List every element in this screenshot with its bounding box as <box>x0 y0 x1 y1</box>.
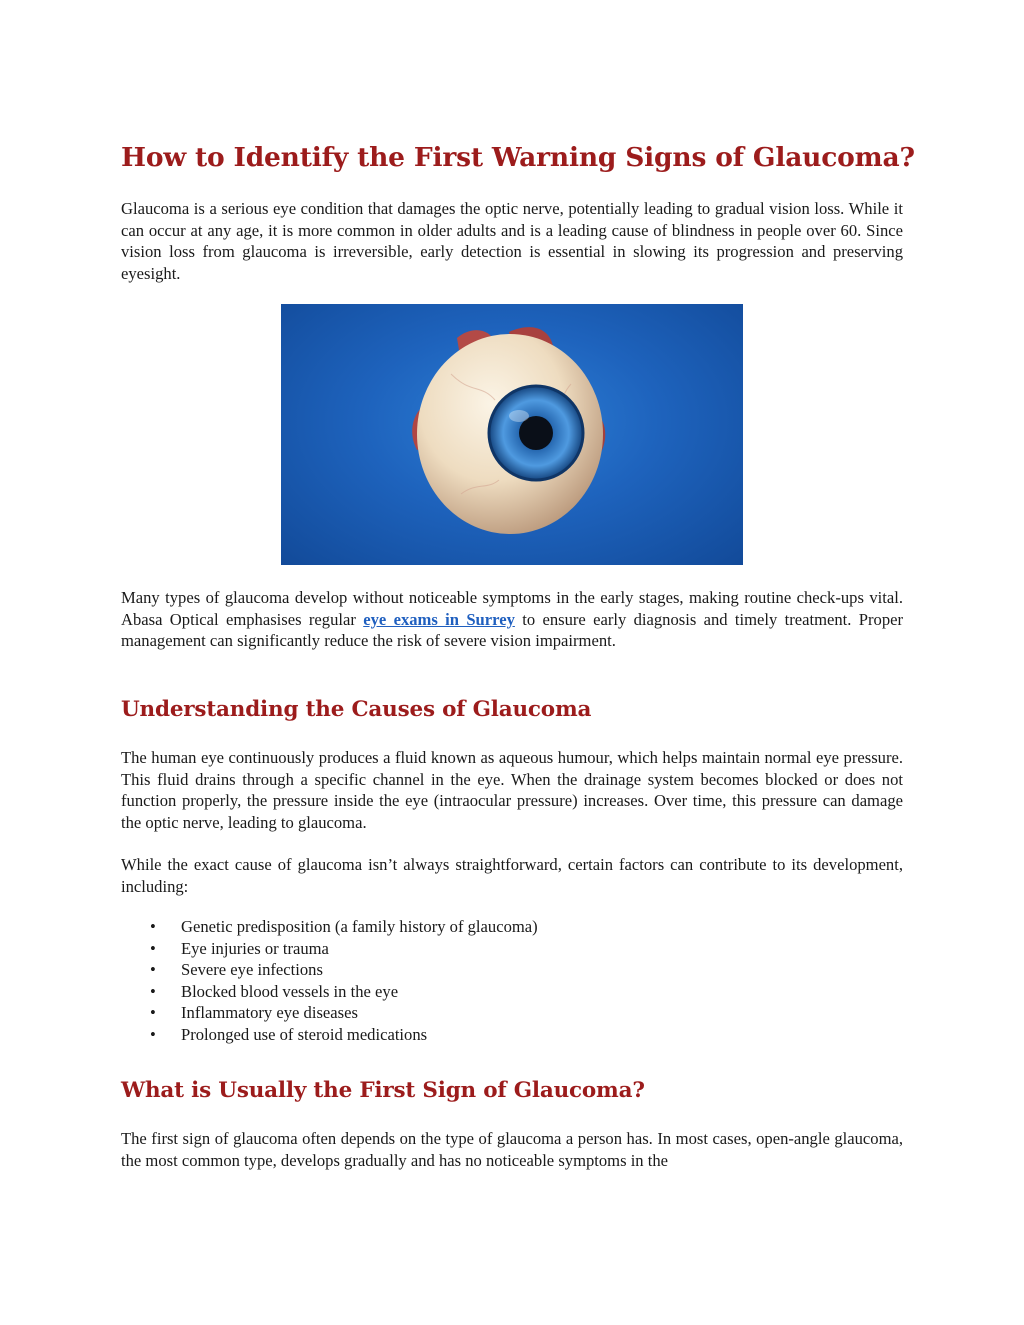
list-item: • Prolonged use of steroid medications <box>150 1024 428 1044</box>
risk-factors-list <box>121 916 538 1045</box>
checkup-paragraph: Many types of glaucoma develop without noticeable symptoms in the early stages, making routine check-ups vital. Abasa Optical emphasises regular eye exams in Surrey to ensure early diagnosis and timely treatment. Proper management can significantly reduce the risk of severe vision impairment. <box>121 588 904 651</box>
page-title: How to Identify the First Warning Signs of Glaucoma? <box>121 142 915 173</box>
list-item: • Blocked blood vessels in the eye <box>150 981 399 1001</box>
list-item: • Inflammatory eye diseases <box>150 1003 358 1022</box>
eyeball-illustration <box>281 304 743 565</box>
bullet-icon: • <box>150 1024 156 1044</box>
intro-paragraph: Glaucoma is a serious eye condition that damages the optic nerve, potentially leading to gradual vision loss. While it can occur at any age, it is more common in older adults and is a leading cause of blindness in people over 60. Since vision loss from glaucoma is irreversible, early detection is essential in slowing its progression and preserving eyesight. <box>121 199 903 283</box>
section-heading-first-sign: What is Usually the First Sign of Glaucoma? <box>121 1078 645 1103</box>
bullet-icon: • <box>150 1003 156 1022</box>
eye-exams-link[interactable]: eye exams in Surrey <box>363 609 515 629</box>
causes-paragraph: The human eye continuously produces a fluid known as aqueous humour, which helps maintain normal eye pressure. This fluid drains through a specific channel in the eye. When the drainage system becomes blocked or does not function properly, the pressure inside the eye (intraocular pressure) increases. Over time, this pressure can damage the optic nerve, leading to glaucoma. <box>121 748 903 832</box>
list-item: • Genetic predisposition (a family history of glaucoma) <box>150 917 538 936</box>
eyeball-icon <box>281 304 743 565</box>
bullet-icon: • <box>150 938 156 958</box>
section-heading-causes: Understanding the Causes of Glaucoma <box>121 697 592 722</box>
first-sign-paragraph: The first sign of glaucoma often depends on the type of glaucoma a person has. In most cases, open-angle glaucoma, the most common type, develops gradually and has no noticeable symptoms in the <box>121 1129 903 1170</box>
list-item: • Eye injuries or trauma <box>150 938 329 958</box>
bullet-icon: • <box>150 981 156 1001</box>
bullet-icon: • <box>150 960 156 979</box>
factors-intro-paragraph: While the exact cause of glaucoma isn’t always straightforward, certain factors can contribute to its development, including: <box>121 855 903 896</box>
list-item: • Severe eye infections <box>150 960 323 979</box>
bullet-icon: • <box>150 917 156 936</box>
